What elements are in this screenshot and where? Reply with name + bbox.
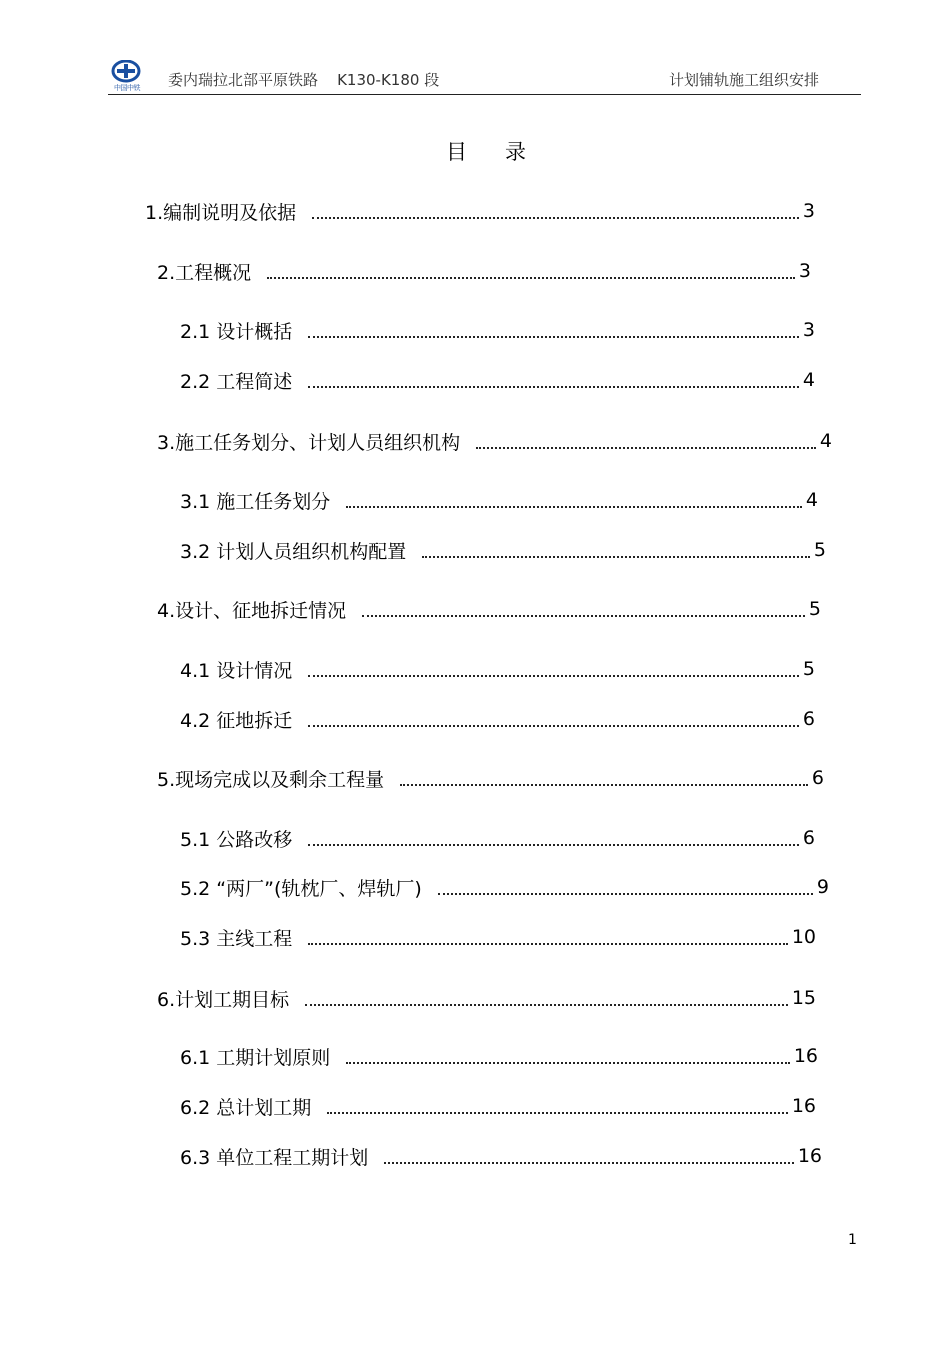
toc-entry[interactable] [180, 873, 829, 901]
toc-entry-page: 16 [793, 1045, 818, 1067]
toc-entry-page: 15 [791, 987, 816, 1009]
toc-entry-page: 4 [805, 489, 818, 511]
page-number: 1 [848, 1232, 857, 1248]
toc-entry-label: 5.现场完成以及剩余工程量 [157, 768, 385, 791]
toc-entry-page: 10 [791, 926, 816, 948]
toc-entry-page: 6 [802, 827, 815, 849]
toc-entry[interactable] [180, 536, 826, 564]
header-project-title: 委内瑞拉北部平原铁路 K130-K180 段 [168, 71, 440, 89]
toc-entry-label: 1.编制说明及依据 [145, 201, 297, 224]
toc-entry[interactable] [180, 923, 816, 951]
toc-entry-label: 3.2 计划人员组织机构配置 [180, 540, 407, 563]
toc-entry-label: 4.设计、征地拆迁情况 [157, 599, 347, 622]
toc-entry-label: 6.2 总计划工期 [180, 1096, 312, 1119]
toc-leader-dots [312, 217, 799, 219]
toc-entry-page: 3 [802, 319, 815, 341]
toc-entry-label: 5.3 主线工程 [180, 927, 293, 950]
toc-entry-page: 4 [819, 430, 832, 452]
toc-entry[interactable] [157, 427, 832, 455]
toc-entry-page: 6 [811, 767, 824, 789]
toc-title: 目录 [446, 140, 564, 164]
toc-leader-dots [400, 784, 808, 786]
toc-leader-dots [267, 277, 795, 279]
toc-entry-label: 5.2 “两厂”(轨枕厂、焊轨厂) [180, 877, 422, 900]
toc-leader-dots [362, 615, 805, 617]
toc-entry-page: 16 [797, 1145, 822, 1167]
toc-leader-dots [476, 447, 816, 449]
toc-entry-page: 4 [802, 369, 815, 391]
toc-leader-dots [384, 1162, 794, 1164]
toc-entry-label: 3.1 施工任务划分 [180, 490, 331, 513]
toc-entry[interactable] [180, 366, 815, 394]
header-document-title: 计划铺轨施工组织安排 [668, 71, 819, 89]
toc-leader-dots [308, 943, 788, 945]
toc-leader-dots [422, 556, 810, 558]
toc-leader-dots [438, 893, 813, 895]
toc-entry[interactable] [157, 595, 821, 623]
toc-leader-dots [346, 506, 802, 508]
toc-entry-label: 4.1 设计情况 [180, 659, 293, 682]
toc-entry-page: 9 [816, 876, 829, 898]
toc-entry[interactable] [180, 1092, 816, 1120]
toc-entry-label: 2.1 设计概括 [180, 320, 293, 343]
toc-entry[interactable] [157, 257, 811, 285]
toc-entry[interactable] [180, 705, 815, 733]
toc-entry-page: 5 [802, 658, 815, 680]
toc-entry[interactable] [157, 764, 824, 792]
toc-entry-page: 6 [802, 708, 815, 730]
toc-leader-dots [308, 386, 799, 388]
toc-leader-dots [308, 336, 799, 338]
toc-entry[interactable] [180, 824, 815, 852]
toc-leader-dots [346, 1062, 790, 1064]
toc-entry-page: 3 [802, 200, 815, 222]
page-header [108, 60, 861, 96]
toc-entry-page: 5 [808, 598, 821, 620]
toc-entry[interactable] [180, 1142, 822, 1170]
toc-entry-label: 6.3 单位工程工期计划 [180, 1146, 369, 1169]
toc-entry[interactable] [157, 984, 816, 1012]
toc-entry[interactable] [180, 486, 818, 514]
toc-entry[interactable] [180, 316, 815, 344]
toc-entry[interactable] [180, 1042, 818, 1070]
toc-leader-dots [308, 844, 799, 846]
toc-leader-dots [327, 1112, 788, 1114]
logo-text: 中国中铁 [114, 84, 140, 92]
header-rule [108, 94, 861, 95]
toc-entry-label: 3.施工任务划分、计划人员组织机构 [157, 431, 461, 454]
toc-entry-label: 2.2 工程简述 [180, 370, 293, 393]
toc-leader-dots [308, 675, 799, 677]
toc-leader-dots [305, 1004, 788, 1006]
toc-entry-page: 5 [813, 539, 826, 561]
toc-entry[interactable] [180, 655, 815, 683]
company-logo [108, 60, 144, 94]
toc-leader-dots [308, 725, 799, 727]
toc-entry[interactable] [145, 197, 815, 225]
toc-entry-label: 4.2 征地拆迁 [180, 709, 293, 732]
toc-entry-label: 5.1 公路改移 [180, 828, 293, 851]
toc-entry-label: 6.计划工期目标 [157, 988, 290, 1011]
toc-entry-label: 2.工程概况 [157, 261, 252, 284]
toc-entry-page: 3 [798, 260, 811, 282]
toc-entry-label: 6.1 工期计划原则 [180, 1046, 331, 1069]
toc-entry-page: 16 [791, 1095, 816, 1117]
